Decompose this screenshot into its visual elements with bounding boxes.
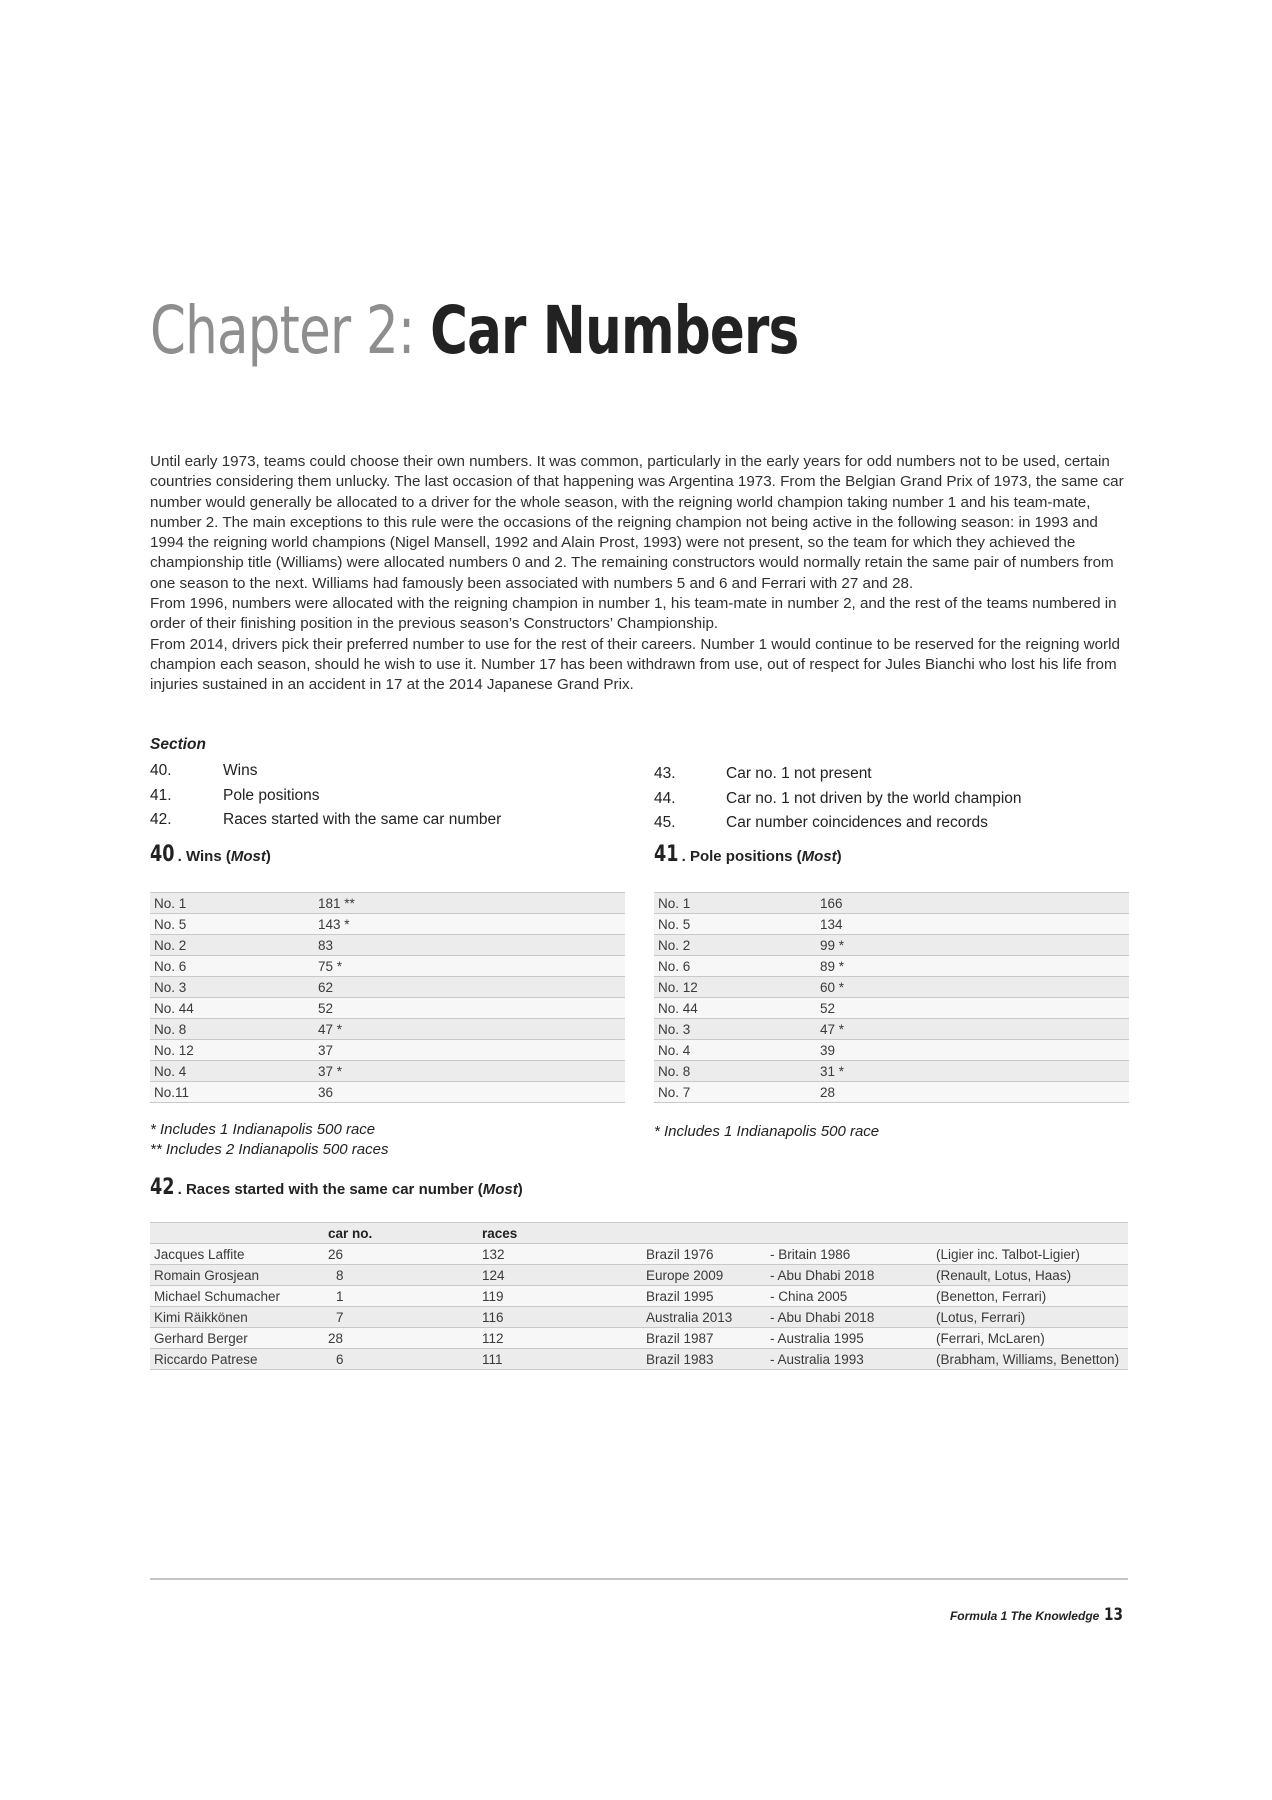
section-label: Car no. 1 not present (726, 765, 872, 782)
value-cell: 62 (312, 977, 625, 998)
to-cell: - Australia 1993 (766, 1349, 932, 1370)
value-cell: 37 * (312, 1061, 625, 1082)
driver-cell: Gerhard Berger (150, 1328, 324, 1349)
races-column-header: races (478, 1223, 642, 1244)
intro-paragraph: From 2014, drivers pick their preferred number to use for the rest of their careers. Number 1 would continue to be reserved for the reigning world champion each season, should he wish to use it. Number 17 has been withdrawn from use, out of respect for Jules Bianchi who lost his life from injuries sustained in an accident in 17 at the 2014 Japanese Grand Prix. (150, 635, 1120, 694)
table-row (150, 935, 625, 956)
section-item (654, 787, 1022, 812)
intro-paragraph: From 1996, numbers were allocated with the reigning champion in number 1, his team-mate in number 2, and the rest of the teams numbered in order of their finishing position in the previous season’s Constructors’ Championship. (150, 595, 1117, 633)
table-row (654, 935, 1129, 956)
section-number: 43. (654, 765, 676, 782)
value-cell: 143 * (312, 914, 625, 935)
value-cell: 36 (312, 1082, 625, 1103)
car-number-cell: No. 1 (150, 893, 312, 914)
table-row (150, 1244, 1128, 1265)
section-number: 41. (150, 786, 172, 804)
section-label: Races started with the same car number (223, 811, 502, 828)
table-row (654, 914, 1129, 935)
table-row (150, 1061, 625, 1082)
value-cell: 99 * (816, 935, 1129, 956)
value-cell: 31 * (816, 1061, 1129, 1082)
from-cell: Brazil 1976 (642, 1244, 766, 1265)
poles-heading: 41 . Pole positions (Most) (654, 842, 842, 867)
driver-cell: Riccardo Patrese (150, 1349, 324, 1370)
teams-cell: (Lotus, Ferrari) (932, 1307, 1128, 1328)
table-row (150, 1040, 625, 1061)
teams-cell: (Brabham, Williams, Benetton) (932, 1349, 1128, 1370)
value-cell: 60 * (816, 977, 1129, 998)
poles-heading-number: 41 (654, 842, 679, 867)
car-number-cell: No. 4 (654, 1040, 816, 1061)
car-number-cell: No. 4 (150, 1061, 312, 1082)
section-number: 42. (150, 811, 172, 828)
from-cell: Brazil 1983 (642, 1349, 766, 1370)
races-cell: 111 (478, 1349, 642, 1370)
value-cell: 39 (816, 1040, 1129, 1061)
to-cell: - Australia 1995 (766, 1328, 932, 1349)
table-row (150, 1082, 625, 1103)
driver-cell: Jacques Laffite (150, 1244, 324, 1265)
section-item (150, 784, 501, 809)
teams-column-header (932, 1223, 1128, 1244)
section-number: 44. (654, 789, 676, 807)
book-title: Formula 1 The Knowledge (949, 1609, 1100, 1623)
value-cell: 47 * (312, 1019, 625, 1040)
table-row (150, 1307, 1128, 1328)
chapter-title (150, 292, 799, 369)
races-cell: 132 (478, 1244, 642, 1265)
driver-cell: Kimi Räikkönen (150, 1307, 324, 1328)
teams-cell: (Renault, Lotus, Haas) (932, 1265, 1128, 1286)
value-cell: 83 (312, 935, 625, 956)
value-cell: 89 * (816, 956, 1129, 977)
table-row (150, 1265, 1128, 1286)
chapter-name: Car Numbers (430, 292, 799, 369)
value-cell: 37 (312, 1040, 625, 1061)
table-row (654, 977, 1129, 998)
value-cell: 52 (312, 998, 625, 1019)
table-row (150, 1349, 1128, 1370)
table-row (654, 956, 1129, 977)
driver-cell: Michael Schumacher (150, 1286, 324, 1307)
table-row (654, 998, 1129, 1019)
car-number-cell: No. 44 (150, 998, 312, 1019)
section-label: Wins (223, 762, 258, 779)
footer-divider (150, 1578, 1128, 1580)
table-row (150, 1286, 1128, 1307)
section-label: Car number coincidences and records (726, 814, 988, 831)
wins-footnote: * Includes 1 Indianapolis 500 race (150, 1121, 376, 1138)
table-row (654, 1061, 1129, 1082)
car-number-cell: No. 44 (654, 998, 816, 1019)
car-number-cell: No. 3 (150, 977, 312, 998)
car-number-cell: No. 12 (150, 1040, 312, 1061)
value-cell: 28 (816, 1082, 1129, 1103)
table-row (150, 893, 625, 914)
table-row (654, 1082, 1129, 1103)
races-cell: 112 (478, 1328, 642, 1349)
wins-table (150, 892, 625, 1103)
section-item (654, 811, 1022, 836)
car-cell: 7 (324, 1307, 478, 1328)
page-number: 13 (1104, 1605, 1124, 1625)
table-row (150, 914, 625, 935)
to-cell: - Abu Dhabi 2018 (766, 1265, 932, 1286)
to-cell: - China 2005 (766, 1286, 932, 1307)
value-cell: 181 ** (312, 893, 625, 914)
section-list-right (654, 762, 1022, 836)
intro-paragraph: Until early 1973, teams could choose their own numbers. It was common, particularly in the early years for odd numbers not to be used, certain countries considering them unlucky. The last occasion of that happening was Argentina 1973. From the Belgian Grand Prix of 1973, the same car number would generally be allocated to a driver for the whole season, with the reigning world champion taking number 1 and his team-mate, number 2. The main exceptions to this rule were the occasions of the reigning champion not being active in the following season: in 1993 and 1994 the reigning world champions (Nigel Mansell, 1992 and Alain Prost, 1993) were not present, so the team for which they achieved the championship title (Williams) were allocated numbers 0 and 2. The remaining constructors would normally retain the same pair of numbers from one season to the next. Williams had famously been associated with numbers 5 and 6 and Ferrari with 27 and 28. (150, 453, 1124, 592)
poles-table (654, 892, 1129, 1103)
section-number: 45. (654, 814, 676, 831)
value-cell: 52 (816, 998, 1129, 1019)
car-number-cell: No. 5 (654, 914, 816, 935)
intro-text (150, 452, 1125, 696)
table-row (654, 1019, 1129, 1040)
to-cell: - Britain 1986 (766, 1244, 932, 1265)
car-column-header: car no. (324, 1223, 478, 1244)
races-table-header (150, 1223, 1128, 1244)
car-cell: 28 (324, 1328, 478, 1349)
from-cell: Brazil 1987 (642, 1328, 766, 1349)
poles-footnote: * Includes 1 Indianapolis 500 race (654, 1123, 880, 1140)
to-cell: - Abu Dhabi 2018 (766, 1307, 932, 1328)
car-number-cell: No. 3 (654, 1019, 816, 1040)
driver-cell: Romain Grosjean (150, 1265, 324, 1286)
car-number-cell: No. 6 (654, 956, 816, 977)
car-number-cell: No. 2 (150, 935, 312, 956)
teams-cell: (Ferrari, McLaren) (932, 1328, 1128, 1349)
teams-cell: (Ligier inc. Talbot-Ligier) (932, 1244, 1128, 1265)
table-row (150, 977, 625, 998)
races-cell: 119 (478, 1286, 642, 1307)
page-footer (950, 1605, 1128, 1625)
races-heading: 42 . Races started with the same car number (Most) (150, 1175, 523, 1200)
section-item (654, 762, 1022, 787)
value-cell: 134 (816, 914, 1129, 935)
value-cell: 166 (816, 893, 1129, 914)
races-cell: 116 (478, 1307, 642, 1328)
section-label: Pole positions (223, 786, 320, 804)
car-number-cell: No. 12 (654, 977, 816, 998)
driver-column-header (150, 1223, 324, 1244)
car-number-cell: No. 7 (654, 1082, 816, 1103)
car-number-cell: No. 8 (150, 1019, 312, 1040)
races-heading-number: 42 (150, 1175, 175, 1200)
table-row (654, 1040, 1129, 1061)
car-cell: 26 (324, 1244, 478, 1265)
teams-cell: (Benetton, Ferrari) (932, 1286, 1128, 1307)
from-column-header (642, 1223, 766, 1244)
section-item (150, 808, 501, 833)
table-row (150, 956, 625, 977)
wins-heading-number: 40 (150, 842, 175, 867)
from-cell: Australia 2013 (642, 1307, 766, 1328)
value-cell: 75 * (312, 956, 625, 977)
table-row (654, 893, 1129, 914)
value-cell: 47 * (816, 1019, 1129, 1040)
car-cell: 8 (324, 1265, 478, 1286)
from-cell: Europe 2009 (642, 1265, 766, 1286)
section-heading: Section (150, 736, 206, 753)
car-number-cell: No.11 (150, 1082, 312, 1103)
section-item (150, 759, 501, 784)
car-number-cell: No. 6 (150, 956, 312, 977)
to-column-header (766, 1223, 932, 1244)
car-number-cell: No. 1 (654, 893, 816, 914)
table-row (150, 998, 625, 1019)
wins-footnote: ** Includes 2 Indianapolis 500 races (150, 1141, 389, 1158)
section-label: Car no. 1 not driven by the world champion (726, 789, 1022, 807)
car-cell: 6 (324, 1349, 478, 1370)
from-cell: Brazil 1995 (642, 1286, 766, 1307)
car-number-cell: No. 5 (150, 914, 312, 935)
car-number-cell: No. 8 (654, 1061, 816, 1082)
races-table (150, 1222, 1128, 1370)
table-row (150, 1328, 1128, 1349)
section-list-left (150, 759, 501, 833)
wins-heading: 40 . Wins (Most) (150, 842, 271, 867)
table-row (150, 1019, 625, 1040)
car-cell: 1 (324, 1286, 478, 1307)
races-cell: 124 (478, 1265, 642, 1286)
car-number-cell: No. 2 (654, 935, 816, 956)
chapter-prefix: Chapter 2: (150, 292, 415, 369)
section-number: 40. (150, 762, 172, 779)
